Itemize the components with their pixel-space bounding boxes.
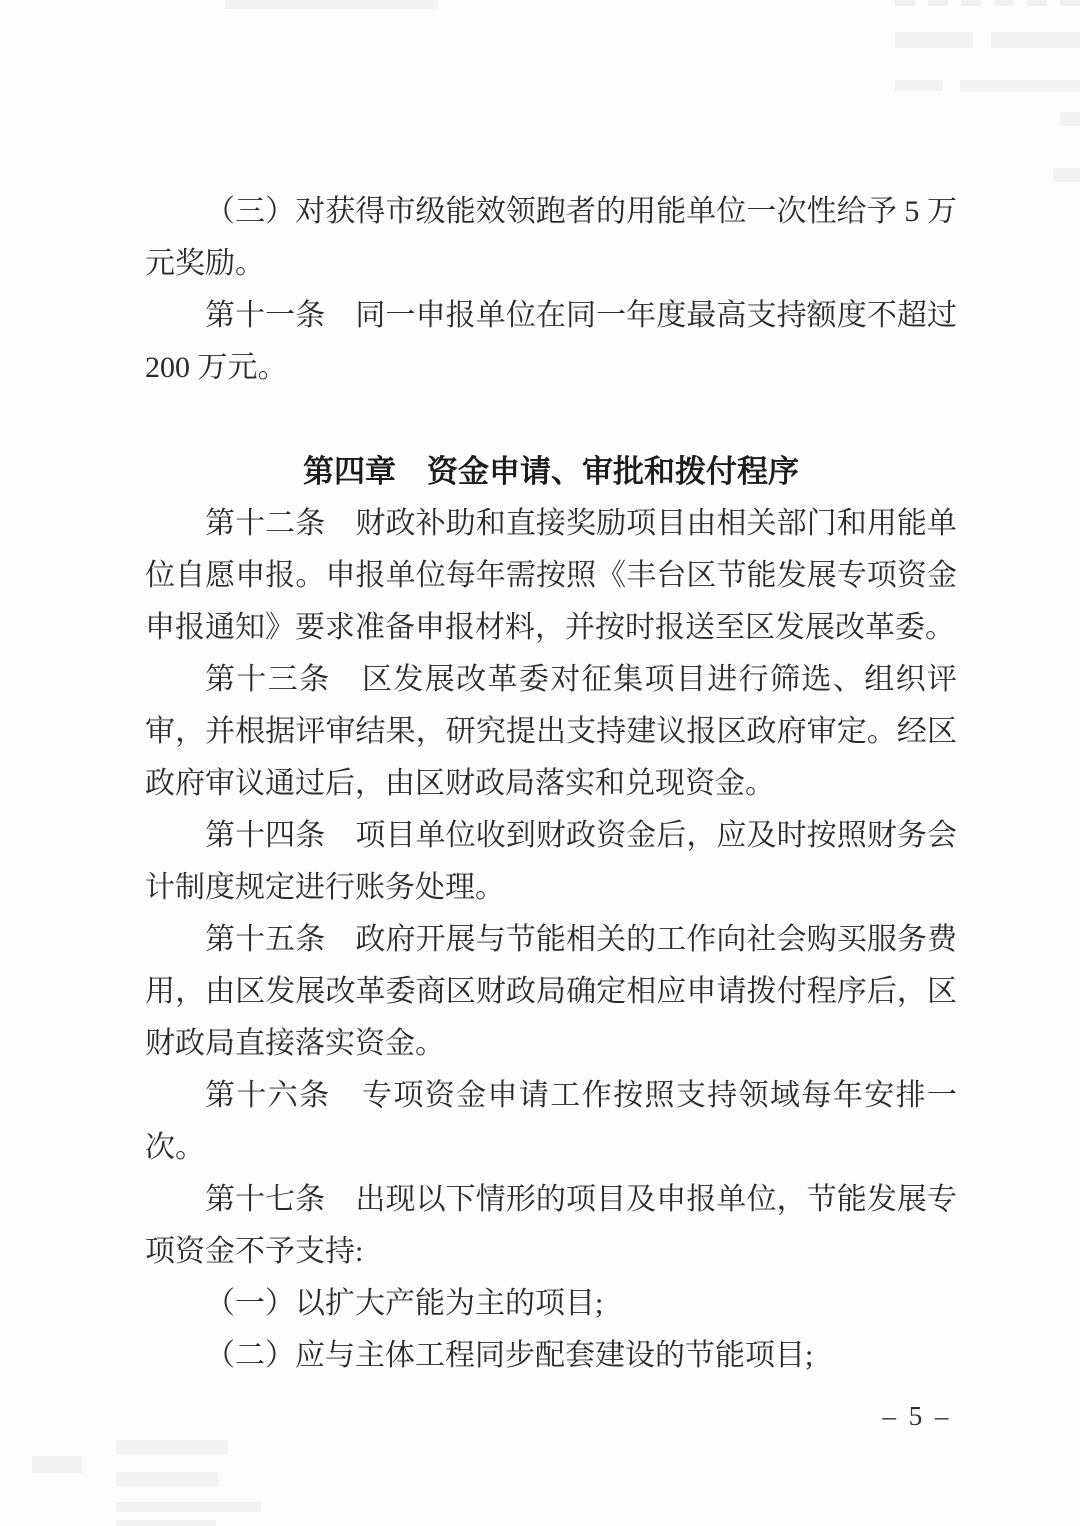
- clause-item-3: （三）对获得市级能效领跑者的用能单位一次性给予 5 万元奖励。: [145, 195, 957, 280]
- scan-artifact: [116, 1472, 218, 1487]
- page-number: – 5 –: [882, 1401, 952, 1431]
- scan-artifact: [1053, 168, 1080, 182]
- article-12: 第十二条 财政补助和直接奖励项目由相关部门和用能单位自愿申报。申报单位每年需按照《丰台区节能发展专项资金申报通知》要求准备申报材料，并按时报送至区发展改革委。: [145, 507, 957, 644]
- scan-artifact: [116, 1440, 228, 1455]
- article-11: 第十一条 同一申报单位在同一年度最高支持额度不超过 200 万元。: [145, 299, 957, 384]
- scan-artifact: [116, 1520, 216, 1526]
- scan-artifact: [895, 32, 973, 48]
- list-item-1: （一）以扩大产能为主的项目;: [205, 1287, 604, 1320]
- article-13: 第十三条 区发展改革委对征集项目进行筛选、组织评审，并根据评审结果，研究提出支持建议报区政府审定。经区政府审议通过后，由区财政局落实和兑现资金。: [145, 663, 957, 800]
- scan-artifact: [32, 1456, 82, 1473]
- scan-artifact-top-band: [225, 0, 438, 9]
- article-16: 第十六条 专项资金申请工作按照支持领域每年安排一次。: [145, 1079, 957, 1164]
- article-14: 第十四条 项目单位收到财政资金后，应及时按照财务会计制度规定进行账务处理。: [145, 819, 957, 904]
- scan-artifact: [960, 80, 1080, 92]
- scan-artifact: [116, 1502, 261, 1512]
- list-item-2: （二）应与主体工程同步配套建设的节能项目;: [205, 1339, 814, 1372]
- chapter-heading: 第四章 资金申请、审批和拨付程序: [303, 454, 799, 490]
- article-15: 第十五条 政府开展与节能相关的工作向社会购买服务费用，由区发展改革委商区财政局确定相应申请拨付程序后，区财政局直接落实资金。: [145, 923, 957, 1060]
- scan-artifact: [991, 32, 1080, 48]
- document-body: [145, 186, 957, 1382]
- scan-artifact-top-dashes: [895, 0, 1080, 6]
- article-17: 第十七条 出现以下情形的项目及申报单位，节能发展专项资金不予支持:: [145, 1183, 957, 1268]
- scan-artifact: [1060, 112, 1080, 126]
- scan-artifact: [895, 80, 943, 91]
